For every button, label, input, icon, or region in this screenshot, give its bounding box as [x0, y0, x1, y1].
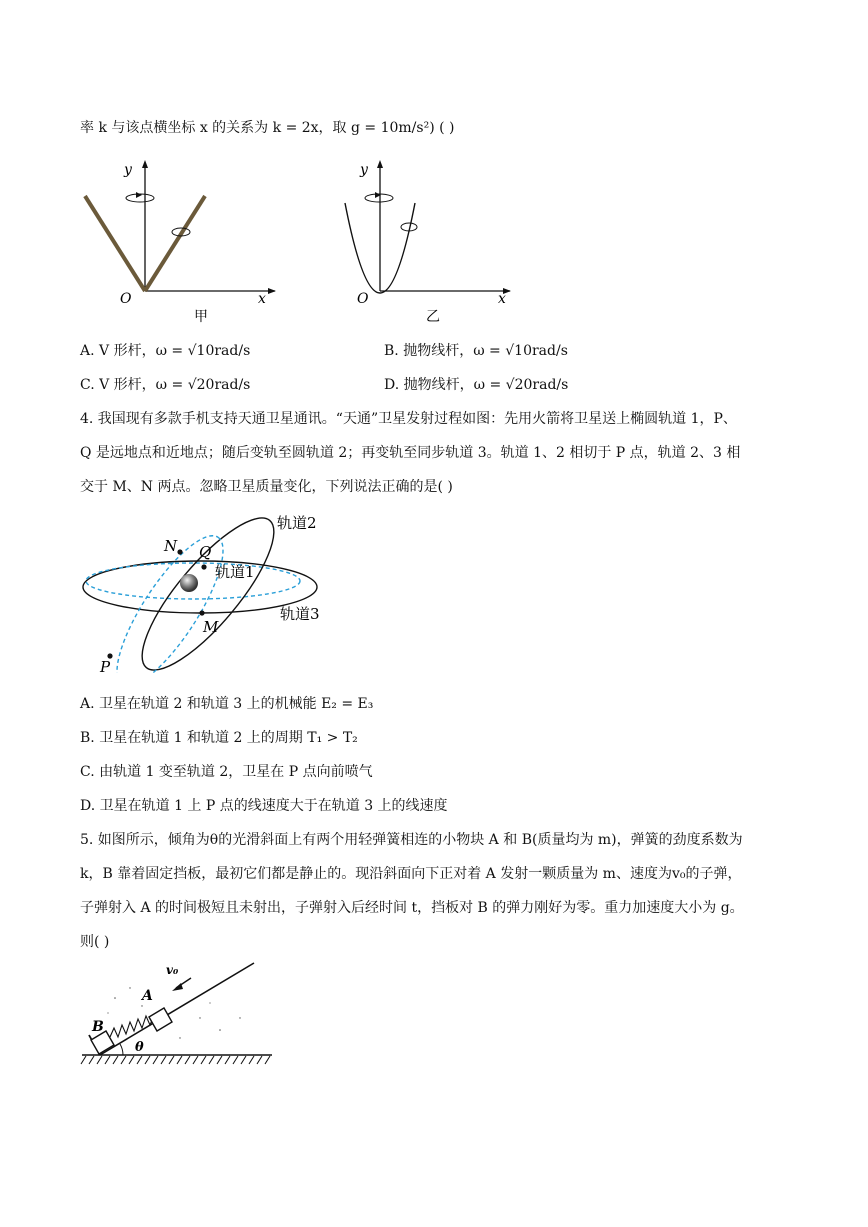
point-q-label: Q [199, 543, 212, 561]
block-a-label: A [142, 988, 153, 1004]
q5-stem-line3: 子弹射入 A 的时间极短且未射出，子弹射入后经时间 t，挡板对 B 的弹力刚好为零。重力加速度大小为 g。 [80, 900, 744, 916]
point-p-label: P [100, 658, 111, 673]
figure-v-rod [80, 158, 280, 328]
q4-stem-line3: 交于 M、N 两点。忽略卫星质量变化，下列说法正确的是( ) [80, 479, 453, 495]
q5-stem-line1: 5. 如图所示，倾角为θ的光滑斜面上有两个用轻弹簧相连的小物块 A 和 B(质量均为 m)，弹簧的劲度系数为 [80, 832, 743, 848]
fig-left-caption: 甲 [194, 309, 208, 325]
q3-option-a[interactable]: A. V 形杆，ω = √10rad/s [80, 343, 251, 359]
q4-option-c[interactable]: C. 由轨道 1 变至轨道 2，卫星在 P 点向前喷气 [80, 764, 373, 780]
q4-stem-line2: Q 是远地点和近地点；随后变轨至圆轨道 2；再变轨至同步轨道 3。轨道 1、2 相切于 P 点，轨道 2、3 相 [80, 445, 741, 461]
fig-right-caption: 乙 [426, 309, 440, 325]
q5-stem-line4: 则( ) [80, 934, 110, 950]
figure-incline [80, 958, 280, 1068]
fig-left-origin: O [120, 291, 132, 307]
block-b-label: B [92, 1019, 104, 1035]
fig-left-x-label: x [258, 291, 266, 307]
figure-parabola-rod [330, 158, 530, 328]
q5-stem-line2: k，B 靠着固定挡板，最初它们都是静止的。现沿斜面向下正对着 A 发射一颗质量为 m、速度为v₀的子弹， [80, 866, 742, 882]
q3-option-b[interactable]: B. 抛物线杆，ω = √10rad/s [384, 343, 568, 359]
orbit-2-label: 轨道2 [277, 514, 317, 532]
fig-left-y-label: y [124, 162, 132, 178]
velocity-v0-label: v₀ [166, 963, 179, 977]
fig-right-x-label: x [498, 291, 506, 307]
q4-stem-line1: 4. 我国现有多款手机支持天通卫星通讯。“天通”卫星发射过程如图：先用火箭将卫星送上椭圆轨道 1，P、 [80, 411, 737, 427]
q4-option-a[interactable]: A. 卫星在轨道 2 和轨道 3 上的机械能 E₂ = E₃ [80, 696, 374, 712]
orbit-1-label: 轨道1 [215, 563, 255, 581]
point-n-label: N [164, 537, 178, 555]
q3-stem-tail: 率 k 与该点横坐标 x 的关系为 k = 2x，取 g = 10m/s²) ( ) [80, 120, 455, 136]
q4-option-b[interactable]: B. 卫星在轨道 1 和轨道 2 上的周期 T₁ > T₂ [80, 730, 358, 746]
orbit-3-label: 轨道3 [280, 605, 320, 623]
fig-right-origin: O [357, 291, 369, 307]
figure-orbits [70, 508, 360, 673]
q3-option-c[interactable]: C. V 形杆，ω = √20rad/s [80, 377, 251, 393]
angle-theta-label: θ [135, 1040, 144, 1055]
fig-right-y-label: y [360, 162, 368, 178]
q4-option-d[interactable]: D. 卫星在轨道 1 上 P 点的线速度大于在轨道 3 上的线速度 [80, 798, 448, 814]
q3-option-d[interactable]: D. 抛物线杆，ω = √20rad/s [384, 377, 569, 393]
point-m-label: M [203, 618, 219, 636]
